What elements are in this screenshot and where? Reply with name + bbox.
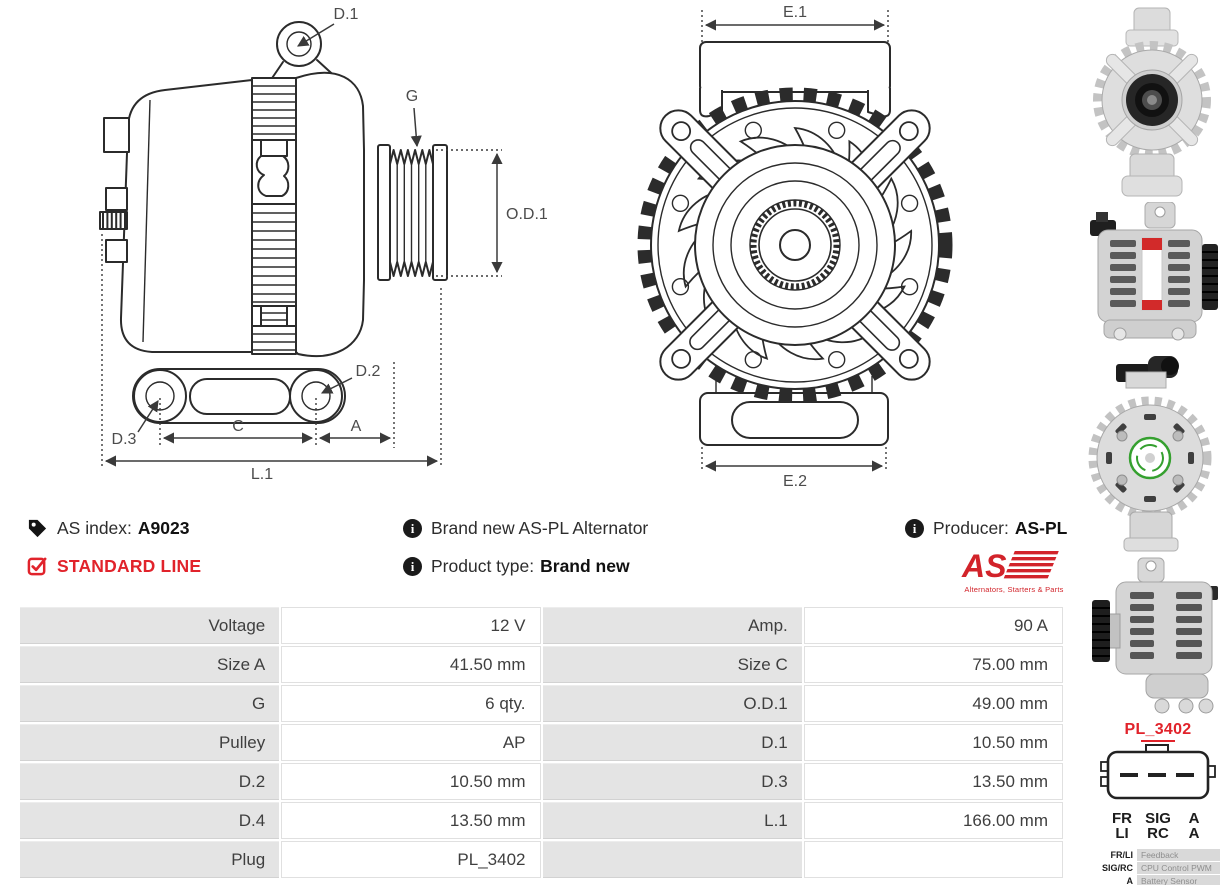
product-type-label: Product type: xyxy=(431,556,535,576)
plug-title-underline xyxy=(1141,740,1175,742)
spec-row xyxy=(20,685,1063,722)
spec-row xyxy=(20,841,1063,878)
spec-row xyxy=(20,646,1063,683)
spec-value-cell: 13.50 mm xyxy=(281,802,540,839)
standard-line-badge: STANDARD LINE xyxy=(57,556,202,576)
spec-value-cell: PL_3402 xyxy=(281,841,540,878)
checkbox-checked-icon xyxy=(27,556,48,577)
producer-label: Producer: xyxy=(933,518,1009,538)
plug-connector-drawing xyxy=(1096,744,1220,806)
spec-value-cell: 75.00 mm xyxy=(804,646,1063,683)
dim-label-d3: D.3 xyxy=(111,431,137,448)
product-description: Brand new AS-PL Alternator xyxy=(431,518,649,538)
spec-value-cell: 13.50 mm xyxy=(804,763,1063,800)
plug-title: PL_3402 xyxy=(1124,721,1192,738)
dim-label-a: A xyxy=(350,418,362,435)
spec-value-cell: 49.00 mm xyxy=(804,685,1063,722)
producer-row xyxy=(905,518,1067,539)
spec-value-cell: 90 A xyxy=(804,607,1063,644)
spec-label-cell: O.D.1 xyxy=(543,685,802,722)
product-type-row xyxy=(403,556,630,577)
side-view-drawing xyxy=(100,6,548,483)
spec-value-cell xyxy=(804,841,1063,878)
as-pl-logo xyxy=(955,548,1073,594)
info-icon xyxy=(403,519,422,538)
dim-label-e2: E.2 xyxy=(782,473,808,490)
as-logo-tagline: Alternators, Starters & Parts xyxy=(964,585,1064,594)
plug-pin-row-1: FR SIG A xyxy=(1112,810,1200,827)
dim-label-od1: O.D.1 xyxy=(506,206,548,223)
spec-row xyxy=(20,802,1063,839)
spec-value-cell: 166.00 mm xyxy=(804,802,1063,839)
as-index-value: A9023 xyxy=(137,518,190,538)
spec-value-cell: 10.50 mm xyxy=(804,724,1063,761)
dim-label-d2: D.2 xyxy=(355,363,381,380)
as-logo-text: AS xyxy=(962,548,1007,582)
dim-label-d1: D.1 xyxy=(333,6,359,23)
product-photo-side-left[interactable] xyxy=(1090,556,1220,716)
producer-value: AS-PL xyxy=(1014,518,1068,538)
spec-label-cell xyxy=(543,841,802,878)
spec-label-cell: D.2 xyxy=(20,763,279,800)
technical-drawing xyxy=(0,0,1075,500)
legend-row: FR/LI Feedback xyxy=(1096,849,1220,861)
dim-label-g: G xyxy=(405,88,419,105)
spec-value-cell: 41.50 mm xyxy=(281,646,540,683)
front-view-drawing xyxy=(644,4,946,490)
spec-label-cell: L.1 xyxy=(543,802,802,839)
legend-row: SIG/RC CPU Control PWM xyxy=(1096,862,1220,874)
spec-value-cell: AP xyxy=(281,724,540,761)
spec-value-cell: 10.50 mm xyxy=(281,763,540,800)
spec-label-cell: Voltage xyxy=(20,607,279,644)
standard-line-row xyxy=(27,556,201,577)
dim-label-c: C xyxy=(232,418,244,435)
spec-label-cell: Pulley xyxy=(20,724,279,761)
spec-label-cell: D.3 xyxy=(543,763,802,800)
product-type-value: Brand new xyxy=(540,556,630,576)
description-row xyxy=(403,518,648,539)
spec-label-cell: Plug xyxy=(20,841,279,878)
info-icon xyxy=(905,519,924,538)
as-index-label: AS index: xyxy=(57,518,132,538)
spec-label-cell: G xyxy=(20,685,279,722)
spec-label-cell: Amp. xyxy=(543,607,802,644)
spec-value-cell: 12 V xyxy=(281,607,540,644)
spec-label-cell: D.4 xyxy=(20,802,279,839)
spec-row xyxy=(20,607,1063,644)
plug-pin-row-2: LI RC A xyxy=(1115,825,1200,842)
dim-label-l1: L.1 xyxy=(250,466,274,483)
info-icon xyxy=(403,557,422,576)
spec-row xyxy=(20,724,1063,761)
spec-table xyxy=(18,605,1065,880)
plug-panel xyxy=(1096,721,1220,885)
spec-label-cell: Size C xyxy=(543,646,802,683)
tag-icon xyxy=(27,518,48,539)
spec-label-cell: D.1 xyxy=(543,724,802,761)
spec-row xyxy=(20,763,1063,800)
plug-legend xyxy=(1096,849,1220,885)
spec-value-cell: 6 qty. xyxy=(281,685,540,722)
product-photo-rear[interactable] xyxy=(1086,352,1218,552)
as-index-row xyxy=(27,518,189,539)
dim-label-e1: E.1 xyxy=(782,4,808,21)
spec-label-cell: Size A xyxy=(20,646,279,683)
product-photo-front[interactable] xyxy=(1086,6,1218,198)
legend-row: A Battery Sensor xyxy=(1096,875,1220,885)
product-photo-side-right[interactable] xyxy=(1090,202,1220,350)
